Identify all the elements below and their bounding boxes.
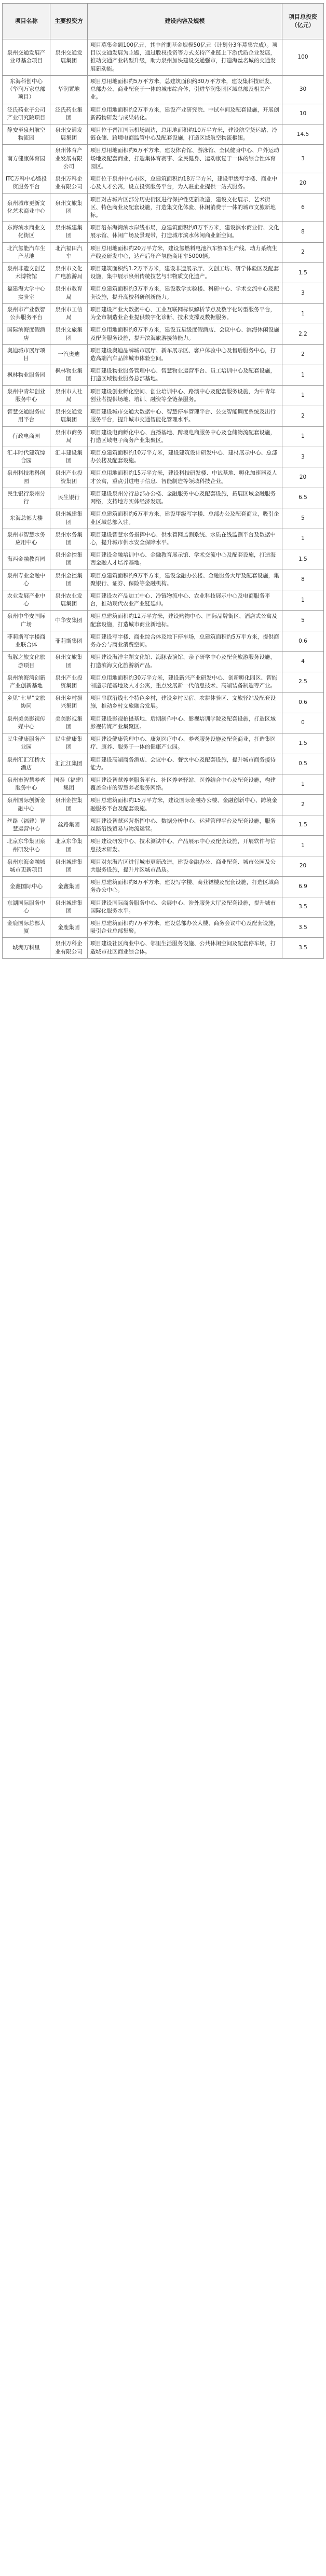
cell-main-investor: 泛氏药业集团 [50,104,88,124]
cell-project-name: 泉州市智慧养老服务中心 [3,774,50,794]
cell-project-name: 乡见“七星”文旅协同 [3,693,50,713]
header-construction-content: 建设内容及规模 [88,4,282,39]
cell-construction-content: 项目建设海洋主题文化馆、海豚表演馆、亲子研学中心及配套旅游服务设施，打造滨海文化旅游新产品。 [88,652,282,672]
header-total-investment: 项目总投资（亿元） [282,4,324,39]
cell-construction-content: 项目建设城市交通大数据中心、智慧停车管理平台、公交智能调度系统及出行服务平台，提升城市交通智能化管理水平。 [88,406,282,426]
cell-project-name: 泛氏药业子公司产业研究院项目 [3,104,50,124]
cell-construction-content: 项目建设农产品加工中心、冷链物流中心、农业科技展示中心及电商服务平台，推动现代农业产业链延伸。 [88,590,282,611]
cell-project-name: 东海总部大楼 [3,508,50,529]
cell-construction-content: 项目建设健康管理中心、康复医疗中心、养老服务设施及配套商业，打造集医疗、康养、服务于一体的健康产业园。 [88,733,282,754]
cell-main-investor: 泉州城建集团 [50,856,88,876]
cell-project-name: 菲莉斯写字楼商业联合体 [3,631,50,651]
cell-construction-content: 项目建设社区商业中心、邻里生活服务设施、公共休闲空间及配套停车场，打造城市社区商业综合体。 [88,938,282,958]
cell-total-investment: 8 [282,222,324,242]
cell-main-investor: 泉州市人社局 [50,385,88,406]
cell-construction-content: 项目总建筑面积约6万平方米，建设甲级写字楼、总部办公及配套商业，吸引企业区域总部入驻。 [88,508,282,529]
cell-construction-content: 项目沿东海湾滨水岸线布局，总建筑面积约8万平方米，建设滨水商业街、文化展示馆、休闲广场及景观带，打造城市滨水休闲商业新空间。 [88,222,282,242]
cell-project-name: 城湖万科里 [3,938,50,958]
cell-total-investment: 8 [282,570,324,590]
cell-construction-content: 项目总建筑面积约12万平方米，建设购物中心、国际品牌街区、酒店式公寓及配套设施，打造城市商业新地标。 [88,611,282,631]
cell-main-investor: 汇丰建设集团 [50,447,88,467]
cell-main-investor: 泉州市商务局 [50,426,88,447]
cell-construction-content: 项目总用地面积约2万平方米，建设产业研究院、中试车间及配套设施，开展创新药物研发与成果转化。 [88,104,282,124]
cell-main-investor: 华润置地 [50,75,88,104]
table-row [3,713,324,733]
cell-project-name: 泉州滨海湾创新产业创新基地 [3,672,50,692]
cell-total-investment: 1 [282,303,324,324]
cell-main-investor: 泉州金控集团 [50,795,88,815]
table-row [3,774,324,794]
cell-total-investment: 100 [282,39,324,76]
cell-construction-content: 项目总建筑面积约15万平方米，建设国际金融办公楼、金融创新中心、跨境金融服务平台及配套设施。 [88,795,282,815]
table-row [3,856,324,876]
table-row [3,488,324,508]
cell-main-investor: 泉州万科企业有限公司 [50,938,88,958]
cell-total-investment: 0.5 [282,754,324,774]
cell-main-investor: 一汽奥迪 [50,344,88,365]
cell-construction-content: 项目建设产业大数据中心、工业互联网标识解析节点及数字化转型服务平台，为全市制造业企业提供数字化诊断、技术支撑及数据服务。 [88,303,282,324]
cell-project-name: 泉州东海金融城城市更新项目 [3,856,50,876]
cell-project-name: 金鑫国际中心 [3,877,50,897]
table-row [3,39,324,76]
cell-project-name: 泉州中华安国际广场 [3,611,50,631]
cell-main-investor: 泉州农业发展集团 [50,590,88,611]
cell-project-name: 北汽氢能汽车生产基地 [3,242,50,262]
table-row [3,549,324,570]
cell-main-investor: 泉州万科企业有限公司 [50,173,88,193]
cell-total-investment: 1.5 [282,549,324,570]
cell-total-investment: 3.5 [282,938,324,958]
cell-construction-content: 项目建设奥迪品牌城市展厅、新车展示区、客户体验中心及售后服务中心，打造高端汽车品牌城市体验空间。 [88,344,282,365]
cell-total-investment: 6 [282,193,324,222]
cell-total-investment: 6.9 [282,877,324,897]
cell-total-investment: 3 [282,447,324,467]
cell-construction-content: 项目建设国际商务服务中心、会展中心、涉外服务大厅及配套设施，提升城市国际化服务水平。 [88,897,282,917]
cell-project-name: 海豚之旅文化旅游项目 [3,652,50,672]
cell-total-investment: 30 [282,75,324,104]
cell-total-investment: 1 [282,385,324,406]
table-row [3,672,324,692]
table-row [3,590,324,611]
cell-construction-content: 项目建设创业孵化空间、创业培训中心、路演中心及配套服务设施，为中青年创业者提供场地、培训、融资等全链条服务。 [88,385,282,406]
table-row [3,693,324,713]
cell-main-investor: 国泰（福建）集团 [50,774,88,794]
cell-main-investor: 北京东华集团 [50,836,88,856]
cell-total-investment: 5 [282,611,324,631]
cell-project-name: 泉州美美影视传媒中心 [3,713,50,733]
table-row [3,529,324,549]
header-project-name: 项目名称 [3,4,50,39]
cell-main-investor: 泉州金控集团 [50,570,88,590]
cell-project-name: 泉州非遗文创艺术博物馆 [3,263,50,283]
cell-construction-content: 项目串联沿线七个特色乡村，建设乡村民宿、农耕体验区、文旅驿站及配套设施，推动乡村文旅融合发展。 [88,693,282,713]
cell-construction-content: 项目建设泉州分行总部办公楼、金融服务中心及配套设施，拓展区域金融服务网络，支持地方实体经济发展。 [88,488,282,508]
cell-construction-content: 项目总用地面积约6万平方米，建设体育馆、游泳馆、全民健身中心、户外运动场地及配套商业，打造集体育赛事、全民健身、运动康复于一体的综合性体育园区。 [88,145,282,173]
cell-construction-content: 项目建设电商孵化中心、直播基地、跨境电商服务中心及仓储物流配套设施，打造区域电子商务产业集聚区。 [88,426,282,447]
cell-main-investor: 泉州市文化广电旅游局 [50,263,88,283]
cell-construction-content: 项目募集金额100亿元，其中首期基金规模50亿元（计划分3年募集完成）。项目以交通发展为主题，通过股权投资等方式支持产业链上下游优质企业发展，推动交通产业转型升级，助力泉州加快建设交通强市，打造海丝名城的交通发展新动能。 [88,39,282,76]
table-row [3,897,324,917]
cell-total-investment: 1 [282,426,324,447]
table-row [3,570,324,590]
cell-main-investor: 汇汇江集团 [50,754,88,774]
cell-project-name: 民生银行泉州分行 [3,488,50,508]
cell-total-investment: 1 [282,836,324,856]
cell-project-name: 泉州市产业数智公共服务平台 [3,303,50,324]
cell-project-name: 泉州市智慧水务应用中心 [3,529,50,549]
cell-construction-content: 项目建设智慧养老服务平台、社区养老驿站、医养结合中心及配套设施，构建覆盖全市的智慧养老服务网络。 [88,774,282,794]
cell-project-name: ITC万科中心暨投资服务平台 [3,173,50,193]
cell-project-name: 泉州国际创新金融中心 [3,795,50,815]
cell-construction-content: 项目建设物业服务管理中心、智慧物业运营平台、员工培训中心及配套设施，打造区域物业服务总部基地。 [88,365,282,385]
cell-total-investment: 1 [282,774,324,794]
table-row [3,426,324,447]
cell-total-investment: 4 [282,652,324,672]
cell-main-investor: 民生银行 [50,488,88,508]
cell-project-name: 福建海大学中心实验室 [3,283,50,303]
cell-construction-content: 项目总建筑面积约9万平方米，建设金融办公楼、金融服务大厅及配套设施，集聚银行、证券、保险等金融机构。 [88,570,282,590]
cell-project-name: 行政电商园 [3,426,50,447]
table-row [3,611,324,631]
cell-main-investor: 泉州体育产业发展有限公司 [50,145,88,173]
cell-construction-content: 项目建设智慧水务指挥中心、供水管网监测系统、水质在线监测平台及数据中心，提升城市供水安全保障水平。 [88,529,282,549]
cell-main-investor: 中华安集团 [50,611,88,631]
cell-total-investment: 0.6 [282,631,324,651]
cell-main-investor: 金鑫集团 [50,877,88,897]
cell-total-investment: 0 [282,713,324,733]
cell-project-name: 泉州科技港科创园 [3,467,50,488]
cell-total-investment: 2.2 [282,324,324,344]
table-body [3,39,324,959]
cell-project-name: 泉州中青年创业服务中心 [3,385,50,406]
cell-main-investor: 泉州文旅集团 [50,193,88,222]
cell-construction-content: 项目建设高端商务酒店、会议中心、餐饮中心及配套设施，提升城市商务接待能力。 [88,754,282,774]
cell-construction-content: 项目对古城片区部分历史街区进行保护性更新改造，建设文化展示、艺术街区、特色商业及配套设施，打造集文化体验、休闲消费于一体的城市文旅新地标。 [88,193,282,222]
cell-project-name: 静安至泉州航空物流园 [3,124,50,144]
cell-main-investor: 泉州水务集团 [50,529,88,549]
table-row [3,733,324,754]
cell-construction-content: 项目建设金融培训中心、金融教育展示馆、学术交流中心及配套设施，打造海西金融人才培养基地。 [88,549,282,570]
cell-total-investment: 3 [282,145,324,173]
cell-main-investor: 民生健康集团 [50,733,88,754]
cell-construction-content: 项目总用地面积约8万平方米，建设五星级度假酒店、会议中心、滨海休闲设施及配套服务设施，提升滨海旅游接待能力。 [88,324,282,344]
table-row [3,447,324,467]
cell-construction-content: 项目总用地面积约30万平方米，建设新兴产业研发中心、创新孵化园区、智能制造示范基地及人才公寓，重点发展新一代信息技术、高端装备制造等产业。 [88,672,282,692]
table-row [3,283,324,303]
cell-project-name: 泉州专业金融中心 [3,570,50,590]
cell-total-investment: 2 [282,242,324,262]
cell-total-investment: 6.5 [282,488,324,508]
table-row [3,815,324,835]
cell-total-investment: 5 [282,508,324,529]
cell-project-name: 奥迪城市展厅项目 [3,344,50,365]
cell-total-investment: 2.5 [282,672,324,692]
cell-total-investment: 1.5 [282,263,324,283]
cell-project-name: 泉州交通发展产业母基金项目 [3,39,50,76]
cell-main-investor: 泉州城建集团 [50,508,88,529]
cell-main-investor: 泉州市工信局 [50,303,88,324]
cell-project-name: 丝路（福建）智慧运营中心 [3,815,50,835]
cell-project-name: 民生健康服务产业园 [3,733,50,754]
cell-total-investment: 20 [282,467,324,488]
cell-project-name: 国际滨海度假酒店 [3,324,50,344]
table-row [3,242,324,262]
cell-total-investment: 1.5 [282,815,324,835]
cell-main-investor: 泉州金控集团 [50,549,88,570]
cell-main-investor: 美美影视集团 [50,713,88,733]
cell-total-investment: 1 [282,529,324,549]
table-row [3,173,324,193]
cell-total-investment: 1 [282,590,324,611]
cell-main-investor: 丝路集团 [50,815,88,835]
cell-total-investment: 0.6 [282,693,324,713]
cell-main-investor: 泉州产业投资集团 [50,467,88,488]
table-row [3,938,324,958]
cell-main-investor: 泉州交通发展集团 [50,406,88,426]
table-row [3,836,324,856]
table-row [3,365,324,385]
cell-total-investment: 20 [282,173,324,193]
cell-total-investment: 3.5 [282,897,324,917]
cell-project-name: 智慧交通服务应用平台 [3,406,50,426]
table-row [3,324,324,344]
table-header-row [3,4,324,39]
table-row [3,467,324,488]
cell-project-name: 东海滨水商业文化街区 [3,222,50,242]
cell-construction-content: 项目总用地面积约20万平方米，建设氢燃料电池汽车整车生产线、动力系统生产线及研发中心，达产后年产氢能商用车5000辆。 [88,242,282,262]
project-table [2,3,324,959]
cell-main-investor: 泉州市教育局 [50,283,88,303]
cell-construction-content: 项目总建筑面积约7万平方米，建设总部办公大楼、商务会议中心及配套设施，吸引企业总部集聚。 [88,918,282,938]
cell-main-investor: 泉州交通发展集团 [50,124,88,144]
cell-main-investor: 菲莉斯集团 [50,631,88,651]
cell-project-name: 泉州城市更新文化艺术商业中心 [3,193,50,222]
table-row [3,877,324,897]
cell-total-investment: 3 [282,283,324,303]
cell-project-name: 汇丰时代建筑综合园 [3,447,50,467]
table-row [3,344,324,365]
cell-total-investment: 1 [282,365,324,385]
table-row [3,145,324,173]
cell-construction-content: 项目对东海片区进行城市更新改造，建设金融办公、商业配套、城市公园及公共服务设施，提升片区城市品质。 [88,856,282,876]
header-main-investor: 主要投资方 [50,4,88,39]
cell-total-investment: 20 [282,856,324,876]
cell-project-name: 农业发展产业中心 [3,590,50,611]
cell-total-investment: 1.5 [282,733,324,754]
cell-main-investor: 泉州城建集团 [50,897,88,917]
cell-construction-content: 项目建设影视拍摄基地、后期制作中心、影视培训学院及配套设施，打造区域影视传媒产业集聚区。 [88,713,282,733]
cell-total-investment: 2 [282,795,324,815]
table-row [3,193,324,222]
cell-project-name: 金鹿国际总部大厦 [3,918,50,938]
cell-main-investor: 枫林物业集团 [50,365,88,385]
cell-total-investment: 2 [282,406,324,426]
table-row [3,263,324,283]
cell-project-name: 东海科创中心（华润万家总部项目） [3,75,50,104]
table-row [3,406,324,426]
cell-construction-content: 项目总用地面积约5万平方米，总建筑面积约30万平方米，建设集科技研发、总部办公、商业配套于一体的城市综合体，引进华润集团区域总部及相关产业。 [88,75,282,104]
cell-construction-content: 项目总建筑面积约3万平方米，建设教学实验楼、科研中心、学术交流中心及配套设施，提升高校科研创新能力。 [88,283,282,303]
cell-project-name: 北京东华集团泉州研发中心 [3,836,50,856]
table-row [3,75,324,104]
cell-main-investor: 泉州交通发展集团 [50,39,88,76]
cell-main-investor: 北汽福田汽车 [50,242,88,262]
cell-main-investor: 金鹿集团 [50,918,88,938]
cell-construction-content: 项目位于晋江国际机场周边，总用地面积约10万平方米，建设航空货运站、冷链仓储、跨境电商监管中心及配套设施，打造区域航空物流枢纽。 [88,124,282,144]
cell-construction-content: 项目位于泉州中心市区，总建筑面积约18万平方米，建设甲级写字楼、商业中心及人才公寓，设立投资服务平台，为入驻企业提供一站式服务。 [88,173,282,193]
cell-main-investor: 泉州乡村振兴集团 [50,693,88,713]
table-row [3,385,324,406]
cell-total-investment: 14.5 [282,124,324,144]
cell-construction-content: 项目总建筑面积约10万平方米，建设建筑设计研发中心、建材展示中心、总部办公楼及配套设施。 [88,447,282,467]
cell-total-investment: 3.5 [282,918,324,938]
cell-project-name: 南方健康体育园 [3,145,50,173]
cell-project-name: 泉州汇汇江桥大酒店 [3,754,50,774]
table-row [3,631,324,651]
cell-total-investment: 2 [282,344,324,365]
cell-construction-content: 项目建设智慧运营指挥中心、数据分析中心、运营管理平台及配套设施，服务丝路沿线贸易与物流运营。 [88,815,282,835]
table-row [3,508,324,529]
table-row [3,918,324,938]
cell-project-name: 枫林物业服务园 [3,365,50,385]
cell-project-name: 海西金融教育园 [3,549,50,570]
cell-main-investor: 泉州产业投资集团 [50,672,88,692]
cell-construction-content: 项目总建筑面积约8万平方米，建设写字楼、商业裙楼及配套设施，打造区域商务办公中心。 [88,877,282,897]
cell-construction-content: 项目总用地面积约15万平方米，建设科技研发楼、中试基地、孵化加速器及人才公寓，重点引进电子信息、智能制造等领域科技企业。 [88,467,282,488]
cell-main-investor: 泉州文旅集团 [50,652,88,672]
cell-construction-content: 项目建设研发中心、技术测试中心、产品展示中心及配套设施，开展软件与信息技术研发。 [88,836,282,856]
table-row [3,104,324,124]
table-row [3,652,324,672]
table-row [3,222,324,242]
cell-total-investment: 10 [282,104,324,124]
table-row [3,124,324,144]
cell-main-investor: 泉州城建集团 [50,222,88,242]
table-row [3,303,324,324]
cell-construction-content: 项目建设写字楼、商业综合体及地下停车场，总建筑面积约5万平方米，提供商务办公与商业消费空间。 [88,631,282,651]
table-row [3,754,324,774]
cell-main-investor: 泉州文旅集团 [50,324,88,344]
cell-project-name: 东湖国际服务中心 [3,897,50,917]
cell-construction-content: 项目建筑面积约1.2万平方米，建设非遗展示厅、文创工坊、研学体验区及配套设施，集中展示泉州传统技艺与非物质文化遗产。 [88,263,282,283]
table-row [3,795,324,815]
